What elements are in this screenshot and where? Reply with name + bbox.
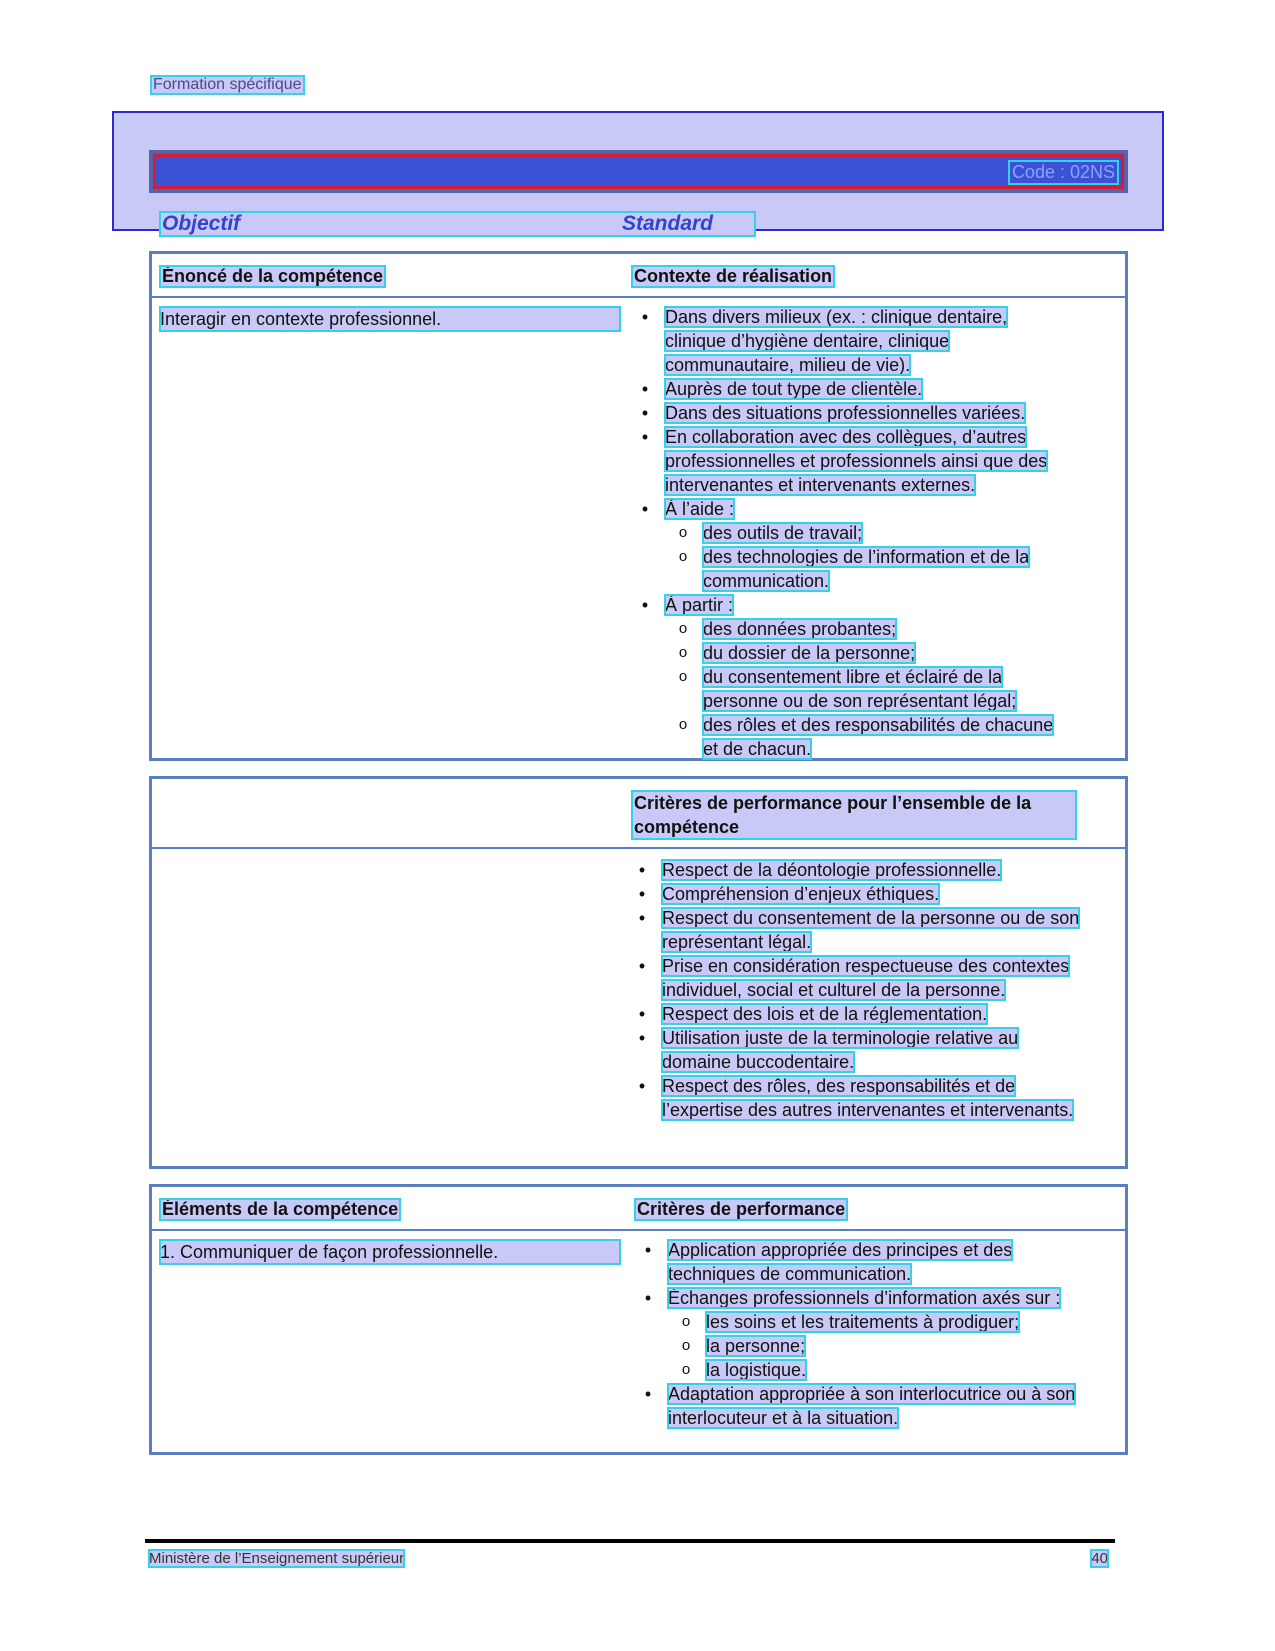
contexte-item-subitem-text: des rôles et des responsabilités de chacune et de chacun. (703, 715, 1054, 759)
element-critere-item-text: Application appropriée des principes et des techniques de communication. (668, 1240, 1013, 1284)
competence-table (149, 251, 1128, 761)
objective-standard-row (160, 212, 755, 236)
bullet-icon: • (638, 860, 646, 880)
contexte-item-subitem (635, 713, 1070, 761)
bullet-icon: • (638, 1076, 646, 1096)
contexte-item-subitem-text: des technologies de l’information et de la communication. (703, 547, 1030, 591)
element-critere-item-subitem-text: la logistique. (706, 1360, 807, 1380)
bullet-icon: • (641, 499, 649, 519)
standard-label: Standard (622, 212, 714, 235)
bullet-icon: • (641, 307, 649, 327)
contexte-item-subitem (635, 521, 1070, 545)
bullet-icon: • (638, 956, 646, 976)
critere-item (632, 954, 1082, 1002)
bullet-icon: • (641, 595, 649, 615)
bullet-icon: • (638, 908, 646, 928)
criteres-ensemble-header: Critères de performance pour l’ensemble de la compétence (632, 791, 1076, 839)
element-critere-item-sublist (668, 1310, 1078, 1382)
sub-bullet-icon: o (681, 1337, 691, 1354)
contexte-item-text: À l’aide : (665, 499, 735, 519)
contexte-item (635, 305, 1070, 377)
contexte-item-subitem-text: du dossier de la personne; (703, 643, 916, 663)
criteria-table-header (152, 779, 1125, 849)
element-critere-item-text: Adaptation appropriée à son interlocutrice ou à son interlocuteur et à la situation. (668, 1384, 1076, 1428)
element-critere-item (638, 1238, 1078, 1286)
element-critere-item (638, 1382, 1078, 1430)
bullet-icon: • (644, 1240, 652, 1260)
element-criteres-list (638, 1238, 1078, 1430)
code-bar (153, 154, 1124, 189)
criteria-table (149, 776, 1128, 1169)
critere-item-text: Compréhension d’enjeux éthiques. (662, 884, 940, 904)
critere-item-text: Utilisation juste de la terminologie relative au domaine buccodentaire. (662, 1028, 1019, 1072)
bullet-icon: • (641, 379, 649, 399)
bullet-icon: • (638, 1004, 646, 1024)
contexte-item-subitem (635, 641, 1070, 665)
element-critere-item-subitem-text: les soins et les traitements à prodiguer; (706, 1312, 1020, 1332)
sub-bullet-icon: o (678, 620, 688, 637)
contexte-item-text: Dans divers milieux (ex. : clinique dentaire, clinique d’hygiène dentaire, clinique communautaire, milieu de vie). (665, 307, 1008, 375)
contexte-item-sublist (665, 521, 1070, 593)
contexte-item (635, 497, 1070, 593)
critere-item-text: Respect des lois et de la réglementation. (662, 1004, 988, 1024)
sub-bullet-icon: o (678, 548, 688, 565)
criteres-header: Critères de performance (637, 1199, 846, 1219)
objectif-label: Objectif (162, 212, 241, 235)
contexte-item-subitem-text: du consentement libre et éclairé de la personne ou de son représentant légal; (703, 667, 1017, 711)
element-critere-item-subitem (638, 1358, 1078, 1382)
enonce-header: Énoncé de la compétence (162, 266, 384, 286)
critere-item (632, 906, 1082, 954)
bullet-icon: • (641, 403, 649, 423)
contexte-item-subitem (635, 545, 1070, 593)
critere-item-text: Respect de la déontologie professionnelle. (662, 860, 1002, 880)
sub-bullet-icon: o (678, 644, 688, 661)
elements-table-header (152, 1187, 1125, 1231)
critere-item (632, 1074, 1082, 1122)
contexte-list (635, 305, 1070, 761)
competence-table-header (152, 254, 1125, 298)
contexte-item-text: À partir : (665, 595, 734, 615)
footer-rule (145, 1539, 1115, 1543)
criteres-ensemble-list (632, 858, 1082, 1122)
contexte-item-text: Dans des situations professionnelles variées. (665, 403, 1026, 423)
contexte-item-text: Auprès de tout type de clientèle. (665, 379, 923, 399)
bullet-icon: • (638, 1028, 646, 1048)
element-critere-item (638, 1286, 1078, 1382)
sub-bullet-icon: o (681, 1361, 691, 1378)
element-critere-item-subitem (638, 1310, 1078, 1334)
competency-code: Code : 02NS (1011, 162, 1115, 182)
critere-item (632, 1002, 1082, 1026)
element-critere-item-subitem (638, 1334, 1078, 1358)
contexte-item-sublist (665, 617, 1070, 761)
code-bar-frame (149, 150, 1128, 193)
contexte-item-subitem-text: des données probantes; (703, 619, 897, 639)
contexte-item-text: En collaboration avec des collègues, d’autres professionnelles et professionnels ainsi que des intervenantes et intervenants externes. (665, 427, 1048, 495)
elements-table (149, 1184, 1128, 1455)
contexte-item (635, 401, 1070, 425)
sub-bullet-icon: o (678, 524, 688, 541)
critere-item (632, 882, 1082, 906)
contexte-item (635, 377, 1070, 401)
contexte-item-subitem (635, 665, 1070, 713)
sub-bullet-icon: o (678, 668, 688, 685)
element-critere-item-text: Échanges professionnels d’information axés sur : (668, 1288, 1061, 1308)
contexte-item (635, 593, 1070, 761)
footer-ministry: Ministère de l’Enseignement supérieur (149, 1550, 405, 1567)
competence-statement: Interagir en contexte professionnel. (160, 307, 620, 331)
contexte-item-subitem (635, 617, 1070, 641)
critere-item-text: Respect du consentement de la personne ou de son représentant légal. (662, 908, 1080, 952)
contexte-item-subitem-text: des outils de travail; (703, 523, 863, 543)
critere-item (632, 858, 1082, 882)
sub-bullet-icon: o (681, 1313, 691, 1330)
bullet-icon: • (644, 1384, 652, 1404)
critere-item (632, 1026, 1082, 1074)
elements-header: Éléments de la compétence (162, 1199, 399, 1219)
critere-item-text: Respect des rôles, des responsabilités et de l’expertise des autres intervenantes et intervenants. (662, 1076, 1074, 1120)
running-header: Formation spécifique (153, 76, 302, 93)
element-critere-item-subitem-text: la personne; (706, 1336, 806, 1356)
sub-bullet-icon: o (678, 716, 688, 733)
contexte-header: Contexte de réalisation (634, 266, 833, 286)
contexte-item (635, 425, 1070, 497)
bullet-icon: • (641, 427, 649, 447)
element-1: 1. Communiquer de façon professionnelle. (160, 1240, 620, 1264)
page-number: 40 (1091, 1550, 1108, 1567)
bullet-icon: • (638, 884, 646, 904)
critere-item-text: Prise en considération respectueuse des contextes individuel, social et culturel de la personne. (662, 956, 1070, 1000)
bullet-icon: • (644, 1288, 652, 1308)
